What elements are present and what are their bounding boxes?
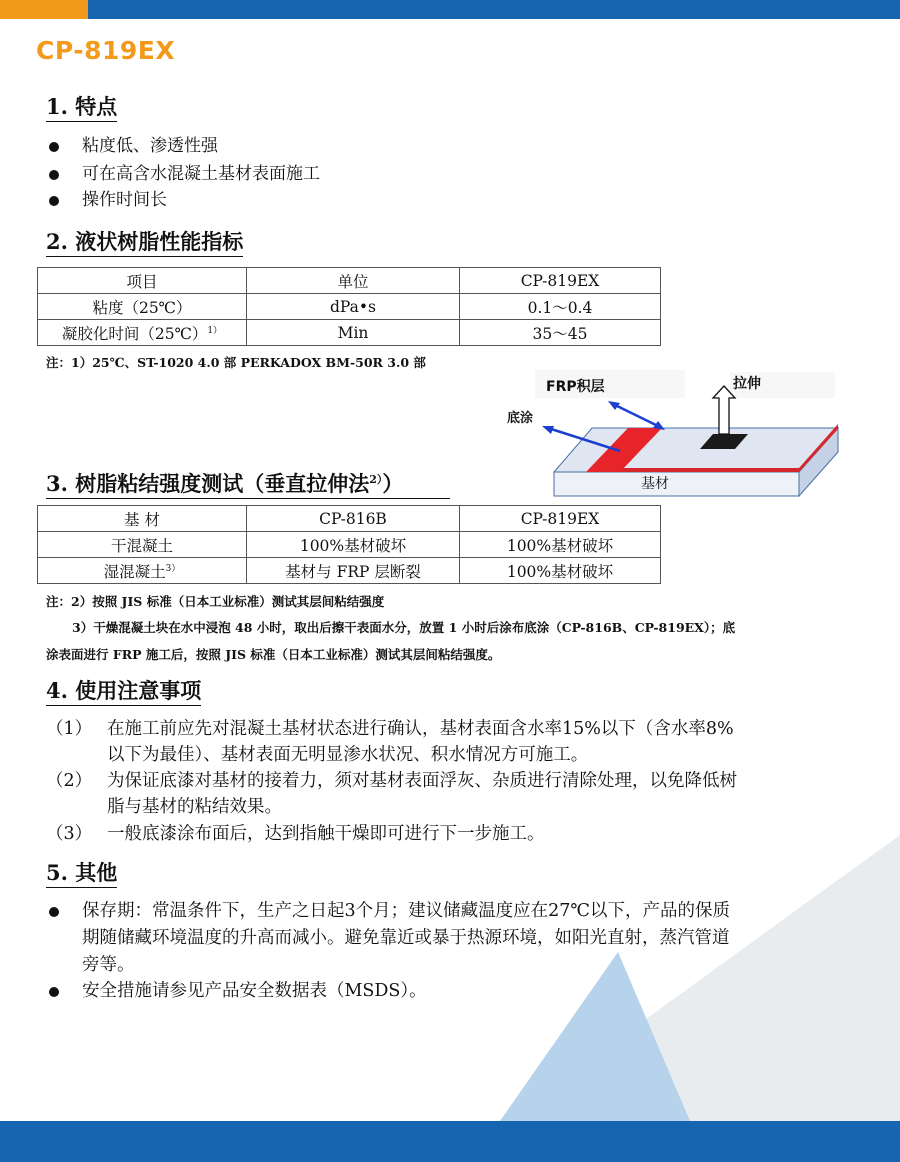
item-text: 一般底漆涂布面后，达到指触干燥即可进行下一步施工。 <box>107 824 545 844</box>
bullet-text: 可在高含水混凝土基材表面施工 <box>82 164 320 184</box>
section5-bullet <box>46 898 742 979</box>
footnote-mark: 2） <box>369 473 383 486</box>
table-cell <box>38 532 247 558</box>
bullet-icon <box>49 142 59 152</box>
precaution-item <box>46 821 747 847</box>
bullet-text: 保存期：常温条件下，生产之日起3个月；建议储藏温度应在27℃以下，产品的保质期随储藏环境温度的升高而减小。避免靠近或暴于热源环境，如阳光直射，蒸汽管道旁等。 <box>82 901 730 975</box>
table-row <box>38 320 661 346</box>
footnote-mark: 1） <box>207 325 223 336</box>
section1-bullet <box>46 133 218 160</box>
section2-heading: 2. 液状树脂性能指标 <box>46 229 243 257</box>
item-text: 凝胶化时间（25℃） <box>61 324 208 343</box>
bullet-icon <box>49 987 59 997</box>
table-row <box>38 532 661 558</box>
table-cell: 基材与 FRP 层断裂 <box>247 558 460 584</box>
footnote: 3）干燥混凝土块在水中浸泡 48 小时，取出后擦干表面水分，放置 1 小时后涂布底涂（CP-816B、CP-819EX）；底 <box>72 620 736 635</box>
tensile-test-diagram <box>500 368 900 508</box>
table-cell: dPa•s <box>247 294 460 320</box>
table-cell: Min <box>247 320 460 346</box>
bullet-icon <box>49 907 59 917</box>
item-text: 为保证底漆对基材的接着力，须对基材表面浮灰、杂质进行清除处理，以免降低树脂与基材的粘结效果。 <box>107 771 737 817</box>
top-accent-bar-blue <box>88 0 900 19</box>
section1-bullet <box>46 161 320 188</box>
bullet-icon <box>49 196 59 206</box>
table-cell: 0.1～0.4 <box>460 294 661 320</box>
section1-bullet <box>46 187 167 214</box>
section5-heading: 5. 其他 <box>46 860 117 888</box>
table-cell <box>38 294 247 320</box>
table-cell <box>38 320 247 346</box>
bullet-text: 操作时间长 <box>82 190 167 210</box>
table-cell: 35～45 <box>460 320 661 346</box>
table-header-cell: CP-816B <box>247 506 460 532</box>
substrate-front <box>554 472 799 496</box>
table-cell: 100%基材破坏 <box>247 532 460 558</box>
heading-text: ） <box>382 471 404 496</box>
table-cell <box>38 558 247 584</box>
bond-strength-table <box>37 505 661 584</box>
heading-text: 3. 树脂粘结强度测试（垂直拉伸法 <box>46 471 370 496</box>
footnote: 涂表面进行 FRP 施工后，按照 JIS 标准（日本工业标准）测试其层间粘结强度。 <box>46 647 501 662</box>
table-cell: 100%基材破坏 <box>460 558 661 584</box>
top-accent-bar-orange <box>0 0 88 19</box>
item-number: （3） <box>46 824 93 844</box>
table-header-cell: CP-819EX <box>460 506 661 532</box>
precaution-item <box>46 716 747 768</box>
table-cell: 100%基材破坏 <box>460 532 661 558</box>
resin-spec-table <box>37 267 661 346</box>
bullet-text: 安全措施请参见产品安全数据表（MSDS）。 <box>82 981 427 1001</box>
pull-label: 拉伸 <box>733 376 761 392</box>
frp-label: FRP积层 <box>546 379 605 395</box>
table-header-cell: 基 材 <box>38 506 247 532</box>
table-header-cell: 项目 <box>38 268 247 294</box>
footnote: 注：2）按照 JIS 标准（日本工业标准）测试其层间粘结强度 <box>46 594 385 609</box>
item-number: （2） <box>46 771 93 791</box>
bottom-accent-bar <box>0 1121 900 1162</box>
product-title: CP-819EX <box>36 36 176 65</box>
item-text: 干混凝土 <box>110 536 173 555</box>
item-text: 湿混凝土 <box>103 562 166 581</box>
table-header-row <box>38 268 661 294</box>
table-header-cell: 单位 <box>247 268 460 294</box>
section5-bullet <box>46 978 742 1005</box>
item-number: （1） <box>46 719 93 739</box>
substrate-label: 基材 <box>641 476 669 492</box>
table-row <box>38 558 661 584</box>
bullet-icon <box>49 170 59 180</box>
section4-heading: 4. 使用注意事项 <box>46 678 201 706</box>
item-text: 在施工前应先对混凝土基材状态进行确认，基材表面含水率15%以下（含水率8%以下为最佳）、基材表面无明显渗水状况、积水情况方可施工。 <box>107 719 734 765</box>
table-header-row <box>38 506 661 532</box>
precaution-item <box>46 768 747 820</box>
bullet-text: 粘度低、渗透性强 <box>82 136 218 156</box>
frp-arrow-icon <box>613 404 662 428</box>
section1-heading: 1. 特点 <box>46 94 117 122</box>
table-header-cell: CP-819EX <box>460 268 661 294</box>
section3-heading <box>46 467 450 499</box>
footnote: 注：1）25℃、ST-1020 4.0 部 PERKADOX BM-50R 3.0 部 <box>46 355 426 370</box>
primer-label: 底涂 <box>507 411 534 426</box>
table-row <box>38 294 661 320</box>
item-text: 粘度（25℃） <box>92 298 192 317</box>
footnote-mark: 3） <box>165 563 181 574</box>
